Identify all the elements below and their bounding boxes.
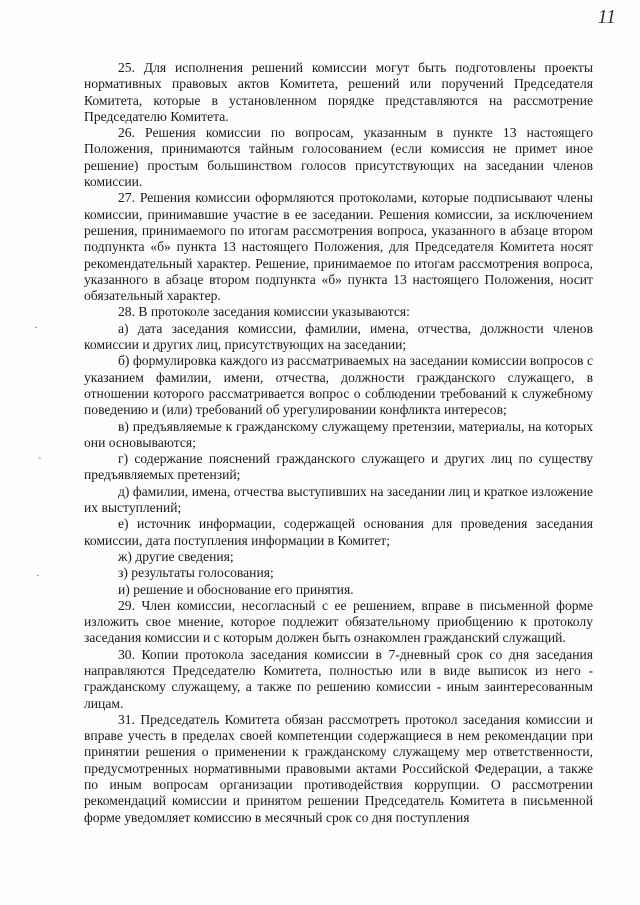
document-body (84, 60, 593, 826)
item-e: е) источник информации, содержащей основания для проведения заседания комиссии, дата поступления информации в Комитет; (84, 516, 593, 548)
item-g: г) содержание пояснений гражданского служащего и других лиц по существу предъявляемых претензий; (84, 451, 593, 483)
margin-speck: ` (38, 456, 42, 468)
item-i: и) решение и обоснование его принятия. (118, 581, 354, 597)
margin-speck: · (36, 570, 40, 582)
paragraph-28: 28. В протоколе заседания комиссии указываются: (118, 304, 410, 320)
paragraph-25: 25. Для исполнения решений комиссии могут быть подготовлены проекты нормативных правовых актов Комитета, решений или поручений Председателя Комитета, которые в установленном порядке представляются на рассмотрение Председателю Комитета. (84, 60, 593, 124)
item-z: з) результаты голосования; (118, 565, 274, 581)
paragraph-29: 29. Член комиссии, несогласный с ее решением, вправе в письменной форме изложить свое мнение, которое подлежит обязательному приобщению к протоколу заседания комиссии и с которым должен быть ознакомлен гражданский служащий. (84, 597, 593, 646)
margin-speck: · (34, 322, 38, 334)
page-number-mark: 11 (597, 6, 616, 28)
item-d: д) фамилии, имена, отчества выступивших на заседании лиц и краткое изложение их выступлений; (84, 483, 593, 516)
paragraph-31: 31. Председатель Комитета обязан рассмотреть протокол заседания комиссии и вправе учесть в пределах своей компетенции содержащиеся в нем рекомендации при принятии решения о применении к гражданскому служащему мер ответственности, предусмотренных нормативными правовыми актами Российской Федерации, а также по иным вопросам организации противодействия коррупции. О рассмотрении рекомендаций комиссии и принятом решении Председатель Комитета в письменной форме уведомляет комиссию в месячный срок со дня поступления (84, 711, 593, 825)
item-a: а) дата заседания комиссии, фамилии, имена, отчества, должности членов комиссии и других лиц, присутствующих на заседании; (84, 320, 593, 353)
item-b: б) формулировка каждого из рассматриваемых на заседании комиссии вопросов с указанием фамилии, имени, отчества, должности гражданского служащего, в отношении которого рассматривается вопрос о соблюдении требований к служебному поведению и (или) требований об урегулировании конфликта интересов; (84, 353, 593, 418)
paragraph-26: 26. Решения комиссии по вопросам, указанным в пункте 13 настоящего Положения, принимаются тайным голосованием (если комиссия не примет иное решение) простым большинством голосов присутствующих на заседании членов комиссии. (84, 125, 593, 190)
item-zh: ж) другие сведения; (118, 548, 234, 564)
item-v: в) предъявляемые к гражданскому служащему претензии, материалы, на которых они основываются; (84, 418, 593, 450)
paragraph-30: 30. Копии протокола заседания комиссии в 7-дневный срок со дня заседания направляются Председателю Комитета, полностью или в виде выписок из него - гражданскому служащему, а также по решению комиссии - иным заинтересованным лицам. (84, 646, 593, 711)
paragraph-27: 27. Решения комиссии оформляются протоколами, которые подписывают члены комиссии, принимавшие участие в ее заседании. Решения комиссии, за исключением решения, принимаемого по итогам рассмотрения вопроса, указанного в абзаце втором подпункта «б» пункта 13 настоящего Положения, для Председателя Комитета носят рекомендательный характер. Решение, принимаемое по итогам рассмотрения вопроса, указанного в абзаце втором подпункта «б» пункта 13 настоящего Положения, носит обязательный характер. (84, 190, 593, 304)
